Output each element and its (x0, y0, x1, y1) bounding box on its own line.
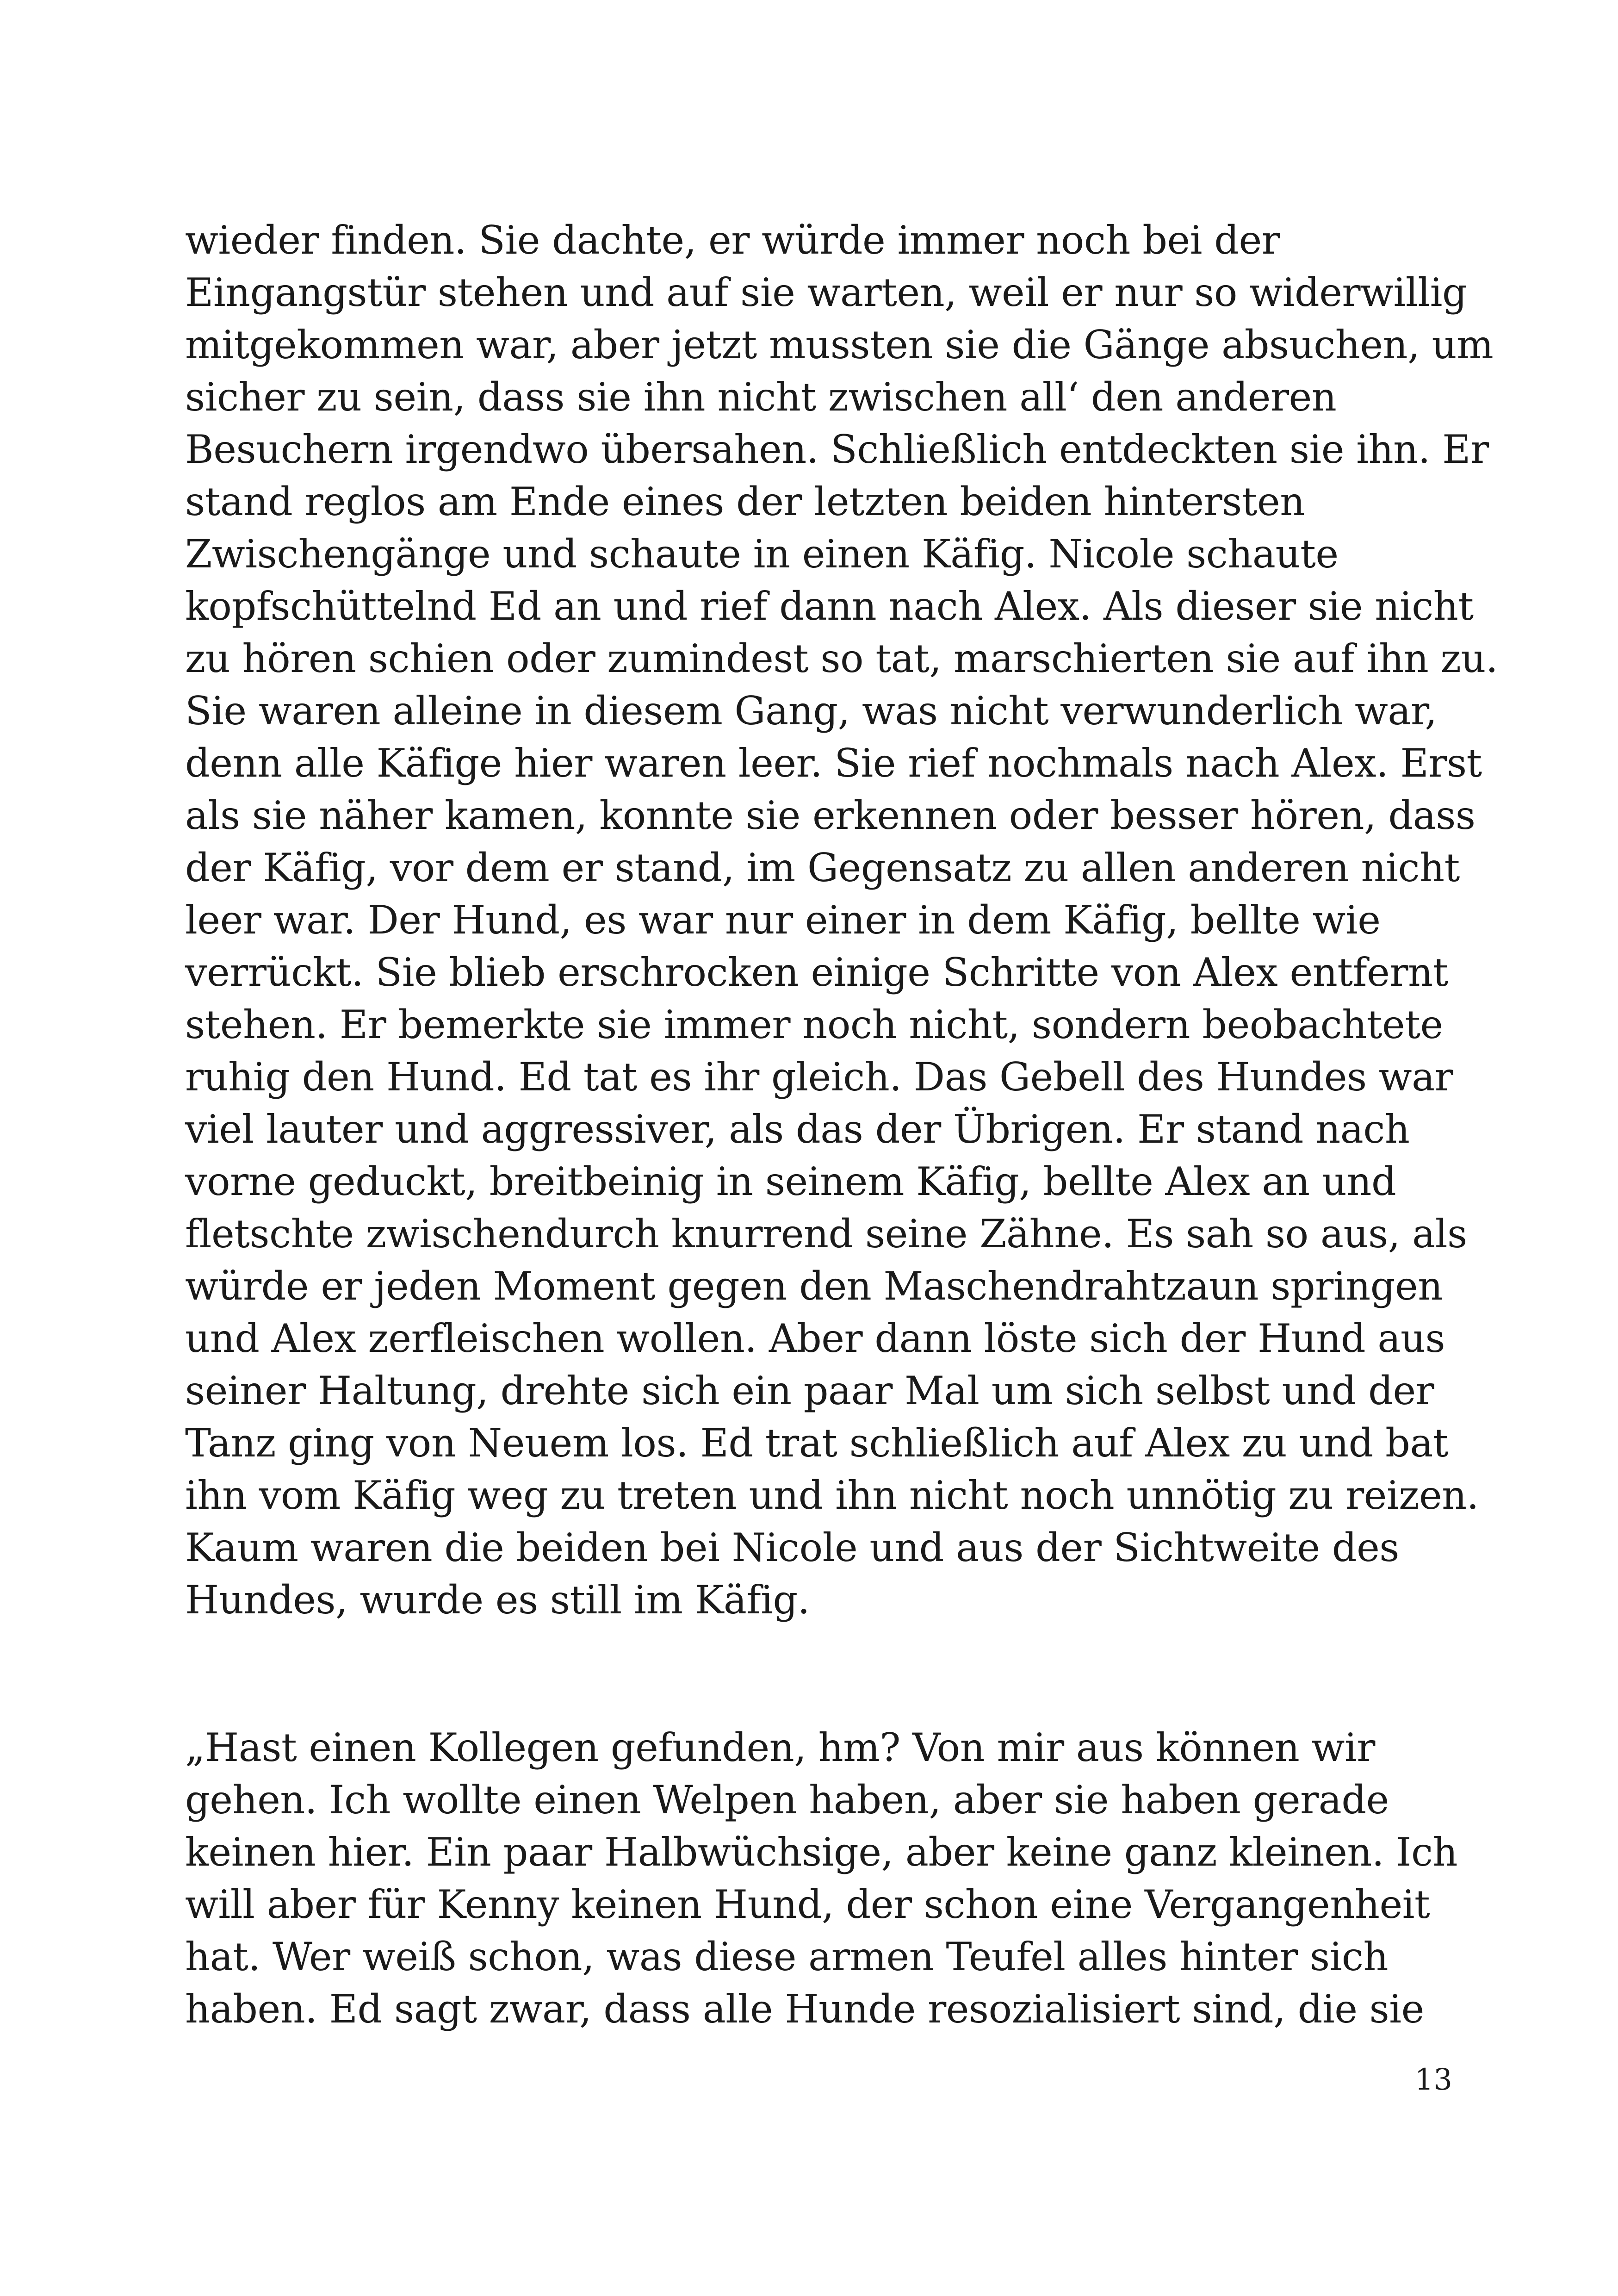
text-line: fletschte zwischendurch knurrend seine Zähne. Es sah so aus, als (185, 1211, 1467, 1257)
text-line: haben. Ed sagt zwar, dass alle Hunde resozialisiert sind, die sie (185, 1986, 1424, 2032)
text-line: viel lauter und aggressiver, als das der Übrigen. Er stand nach (185, 1107, 1410, 1152)
text-line: sicher zu sein, dass sie ihn nicht zwischen all‘ den anderen (185, 374, 1337, 420)
page-number: 13 (1414, 2063, 1452, 2097)
text-line: würde er jeden Moment gegen den Maschendrahtzaun springen (185, 1263, 1443, 1309)
text-line: stand reglos am Ende eines der letzten beiden hintersten (185, 479, 1305, 524)
text-line: Hundes, wurde es still im Käfig. (185, 1577, 810, 1623)
text-line: seiner Haltung, drehte sich ein paar Mal um sich selbst und der (185, 1368, 1434, 1413)
text-line: kopfschüttelnd Ed an und rief dann nach Alex. Als dieser sie nicht (185, 584, 1474, 629)
text-line: der Käfig, vor dem er stand, im Gegensatz zu allen anderen nicht (185, 845, 1460, 890)
text-line: hat. Wer weiß schon, was diese armen Teufel alles hinter sich (185, 1934, 1389, 1979)
text-line: verrückt. Sie blieb erschrocken einige Schritte von Alex entfernt (185, 950, 1448, 995)
text-line: und Alex zerfleischen wollen. Aber dann löste sich der Hund aus (185, 1316, 1445, 1361)
text-line: will aber für Kenny keinen Hund, der schon eine Vergangenheit (185, 1882, 1430, 1927)
text-line: mitgekommen war, aber jetzt mussten sie die Gänge absuchen, um (185, 322, 1494, 367)
text-line: ruhig den Hund. Ed tat es ihr gleich. Das Gebell des Hundes war (185, 1054, 1453, 1100)
text-line: keinen hier. Ein paar Halbwüchsige, aber keine ganz kleinen. Ich (185, 1829, 1458, 1875)
text-line: stehen. Er bemerkte sie immer noch nicht, sondern beobachtete (185, 1002, 1443, 1047)
text-line: wieder finden. Sie dachte, er würde immer noch bei der (185, 218, 1280, 263)
text-line: denn alle Käfige hier waren leer. Sie rief nochmals nach Alex. Erst (185, 740, 1482, 786)
text-line: ihn vom Käfig weg zu treten und ihn nicht noch unnötig zu reizen. (185, 1473, 1479, 1518)
text-line: gehen. Ich wollte einen Welpen haben, aber sie haben gerade (185, 1777, 1389, 1823)
text-line: Sie waren alleine in diesem Gang, was nicht verwunderlich war, (185, 688, 1437, 734)
text-line: vorne geduckt, breitbeinig in seinem Käfig, bellte Alex an und (185, 1159, 1396, 1204)
text-line: als sie näher kamen, konnte sie erkennen oder besser hören, dass (185, 793, 1475, 838)
text-line: zu hören schien oder zumindest so tat, marschierten sie auf ihn zu. (185, 636, 1498, 681)
text-line: leer war. Der Hund, es war nur einer in dem Käfig, bellte wie (185, 897, 1381, 943)
text-line: Kaum waren die beiden bei Nicole und aus der Sichtweite des (185, 1525, 1399, 1570)
text-line: Besuchern irgendwo übersahen. Schließlich entdeckten sie ihn. Er (185, 427, 1489, 472)
text-line: Eingangstür stehen und auf sie warten, weil er nur so widerwillig (185, 270, 1467, 315)
text-line: Zwischengänge und schaute in einen Käfig. Nicole schaute (185, 531, 1339, 577)
text-line: Tanz ging von Neuem los. Ed trat schließlich auf Alex zu und bat (185, 1420, 1449, 1466)
paragraph-2 (185, 1722, 1481, 2035)
paragraph-1 (185, 214, 1498, 1626)
text-line: „Hast einen Kollegen gefunden, hm? Von mir aus können wir (185, 1725, 1375, 1770)
